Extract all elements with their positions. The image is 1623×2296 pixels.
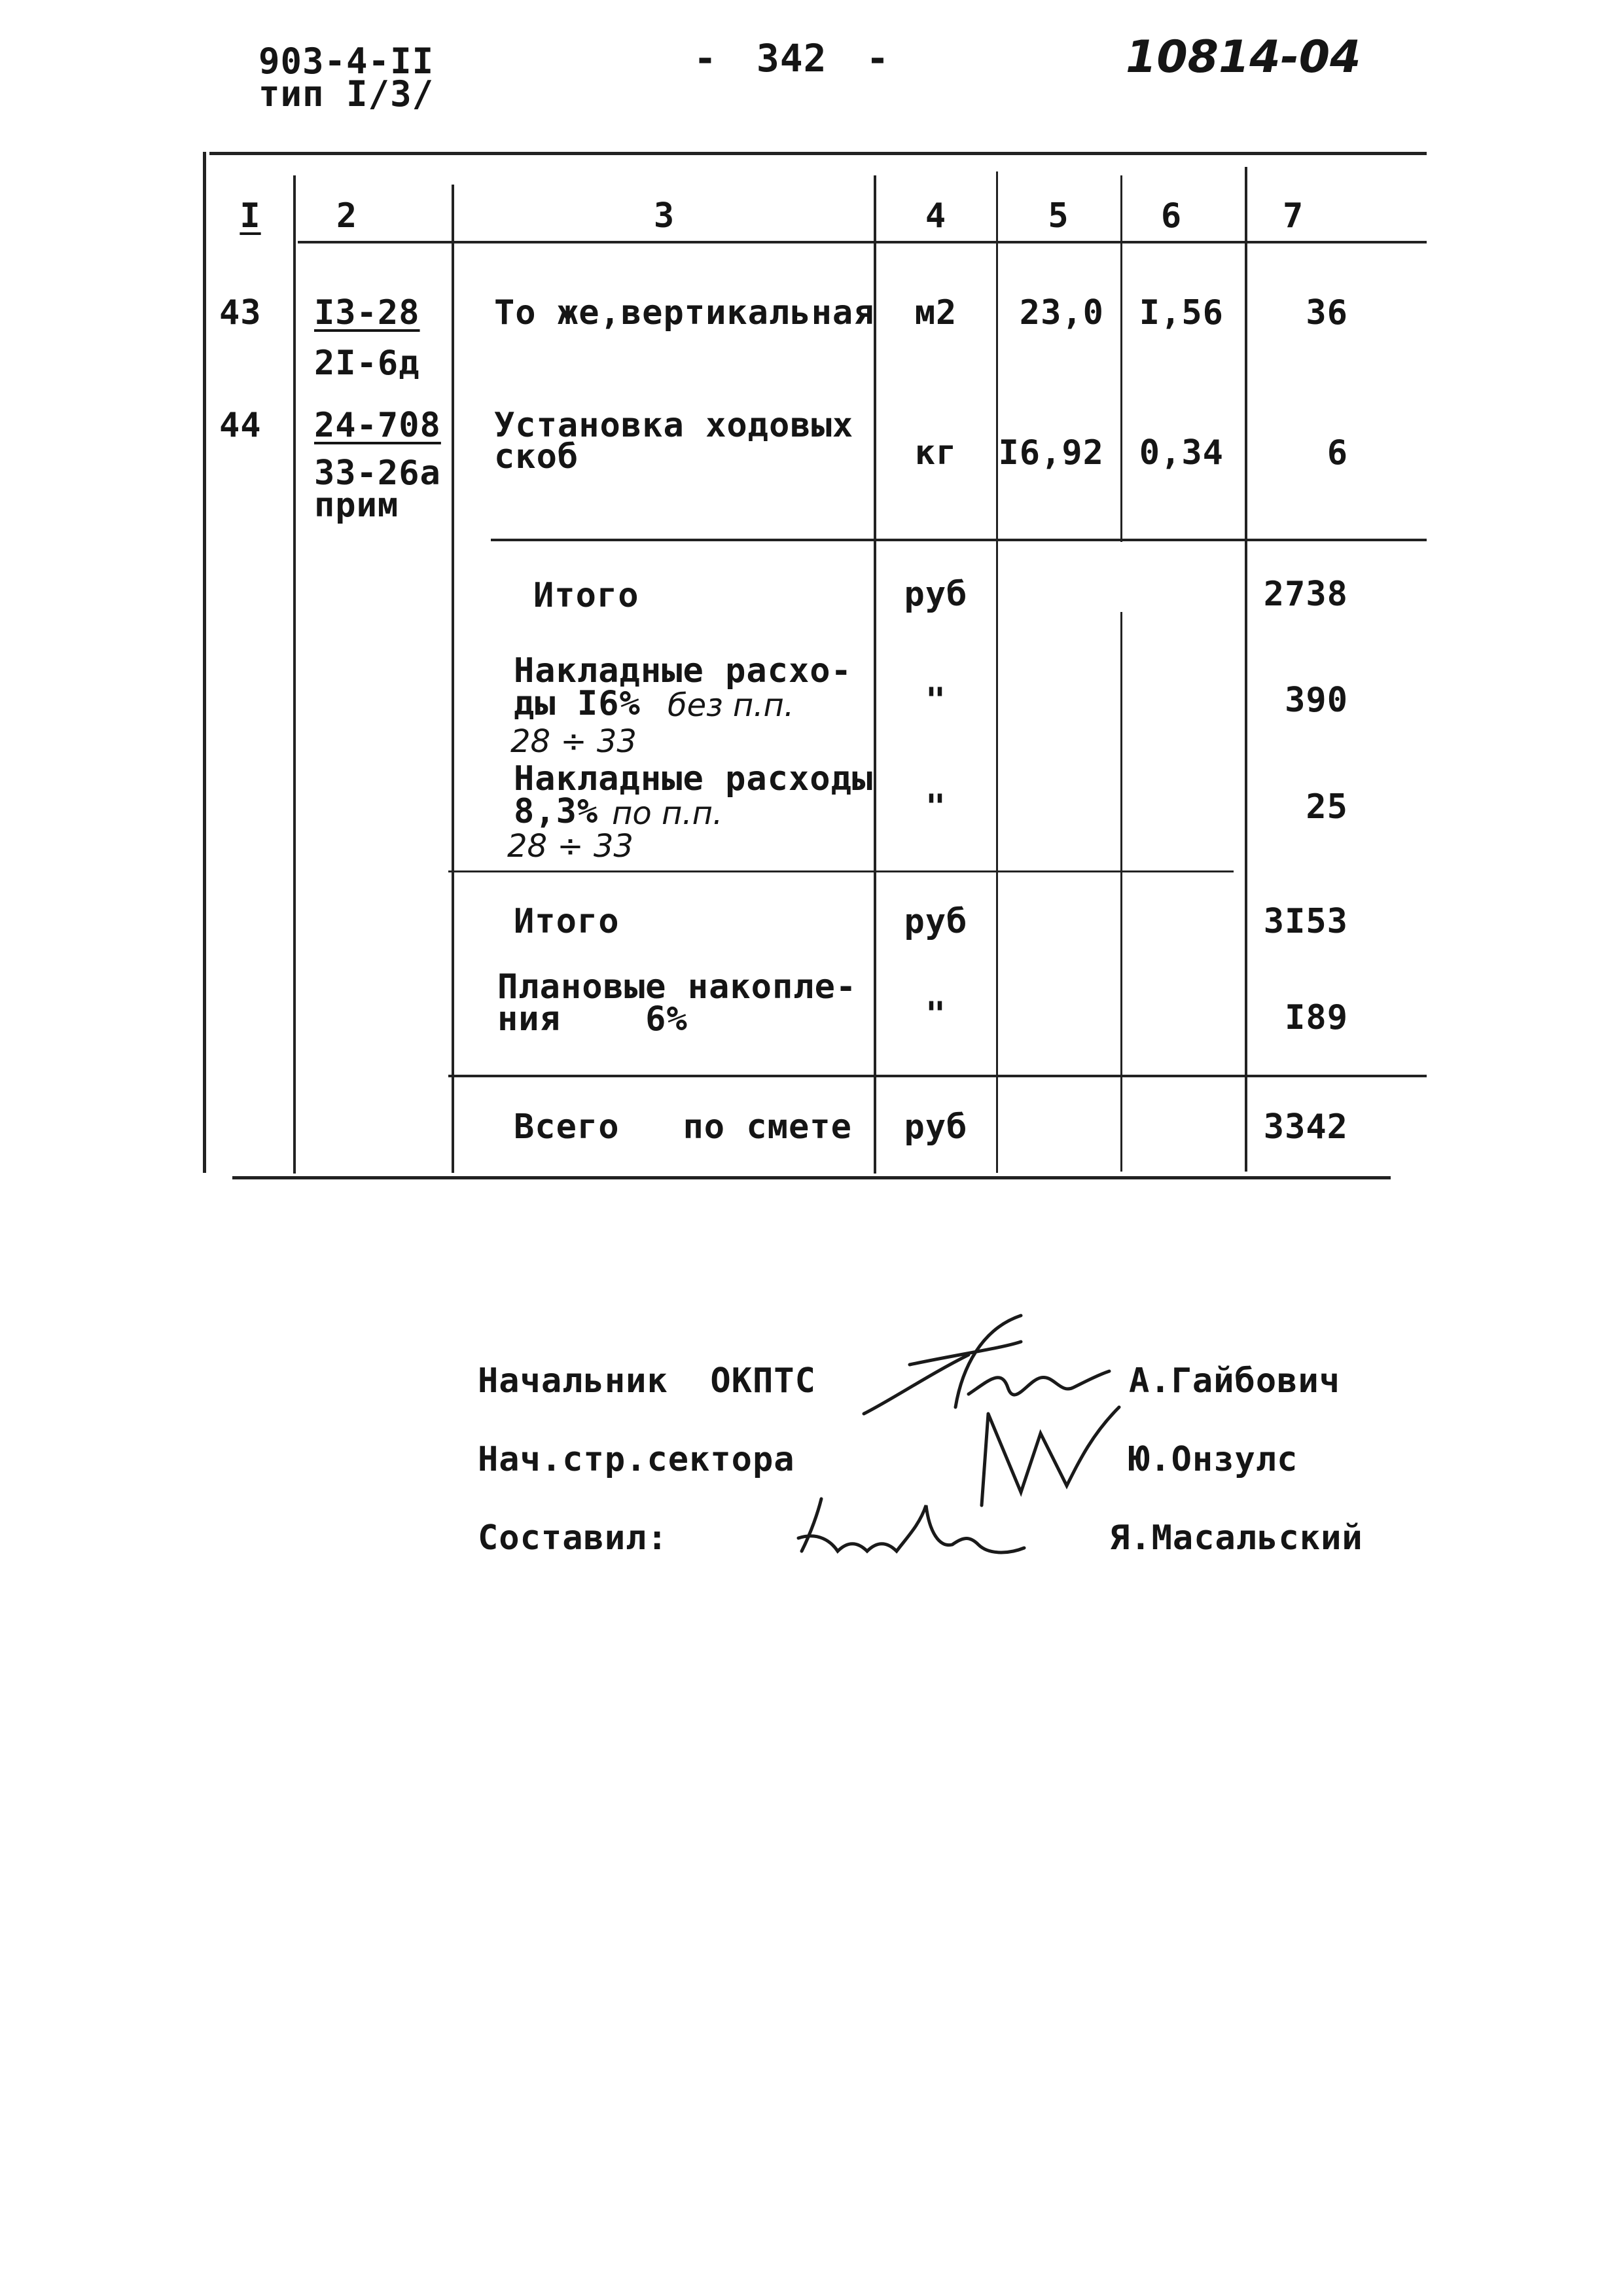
col-number-4: 4 (925, 196, 947, 236)
col-number-7: 7 (1283, 196, 1304, 236)
overhead-handwritten-range: 28 ÷ 33 (507, 828, 633, 865)
subtotal-unit: руб (904, 902, 968, 941)
col-divider-6 (1245, 167, 1247, 1172)
overhead-handwritten-note: без п.п. (668, 687, 794, 724)
overhead-cost: 390 (1285, 681, 1348, 720)
row-price: I,56 (1139, 293, 1224, 332)
signature-position: Составил: (478, 1518, 668, 1558)
overhead-unit: " (925, 681, 947, 720)
row-number: 43 (219, 293, 262, 332)
rule-before-grand-total (448, 1075, 1427, 1077)
row-price: 0,34 (1139, 433, 1224, 473)
overhead-label-line2: 8,3% (514, 792, 599, 831)
row-name: То же,вертикальная (494, 293, 875, 332)
overhead-label-line2: ды I6% (514, 684, 641, 723)
handwritten-signature-3 (792, 1492, 1034, 1571)
col-divider-1 (293, 175, 296, 1174)
type-label: тип I/3/ (259, 73, 435, 115)
rule-after-overheads (448, 870, 1234, 872)
rule-after-items (491, 539, 1427, 541)
subtotal-cost: 2738 (1263, 575, 1348, 614)
archive-number: 10814-04 (1126, 31, 1361, 83)
row-cost: 6 (1327, 433, 1348, 473)
overhead-label-line1: Накладные расхо- (514, 651, 852, 691)
subtotal-label: Итого (533, 576, 639, 615)
row-ref-top: 24-708 (314, 406, 441, 445)
subtotal-cost: 3I53 (1263, 902, 1348, 941)
row-cost: 36 (1306, 293, 1348, 332)
table-left-border (203, 152, 206, 1173)
row-ref-bottom: 2I-6д (314, 344, 420, 383)
overhead-unit: " (925, 787, 947, 827)
signature-name: А.Гайбович (1129, 1361, 1341, 1401)
signature-name: Ю.Онзулс (1129, 1440, 1298, 1479)
grand-total-label: Всего по смете (514, 1107, 852, 1147)
savings-unit: " (925, 995, 947, 1034)
grand-total-cost: 3342 (1263, 1107, 1348, 1147)
table-bottom-border (232, 1176, 1391, 1179)
savings-cost: I89 (1285, 998, 1348, 1037)
row-ref-bottom: 33-26а (314, 454, 441, 493)
overhead-handwritten-range: 28 ÷ 33 (510, 723, 637, 760)
col-divider-5b (1120, 612, 1122, 1172)
project-code: 903-4-II (259, 41, 435, 82)
row-unit: м2 (914, 293, 957, 332)
grand-total-unit: руб (904, 1107, 968, 1147)
row-unit: кг (914, 433, 957, 473)
header-bottom-border (298, 241, 1427, 243)
row-qty: I6,92 (998, 433, 1104, 473)
overhead-handwritten-note: по п.п. (612, 795, 723, 832)
col-number-6: 6 (1160, 196, 1183, 236)
savings-label-line1: Плановые накопле- (497, 967, 857, 1007)
overhead-cost: 25 (1306, 787, 1348, 827)
signature-name: Я.Масальский (1109, 1518, 1363, 1558)
col-divider-2 (452, 185, 454, 1173)
row-ref-top: I3-28 (314, 293, 420, 332)
signature-position: Начальник ОКПТС (478, 1361, 816, 1401)
col-number-1: I (240, 196, 261, 236)
col-number-3: 3 (653, 196, 675, 236)
col-number-5: 5 (1048, 196, 1069, 236)
subtotal-unit: руб (904, 575, 968, 614)
savings-label-line2: ния 6% (497, 999, 688, 1039)
row-ref-note: прим (314, 486, 399, 525)
overhead-label-line1: Накладные расходы (514, 759, 874, 798)
row-name-line1: Установка ходовых (494, 406, 854, 445)
subtotal-label: Итого (514, 902, 620, 941)
col-number-2: 2 (336, 196, 358, 236)
table-top-border (209, 152, 1427, 155)
row-qty: 23,0 (1019, 293, 1104, 332)
signature-position: Нач.стр.сектора (478, 1440, 795, 1479)
page-number: - 342 - (694, 36, 890, 81)
row-name-line2: скоб (494, 437, 579, 476)
row-number: 44 (219, 406, 262, 445)
